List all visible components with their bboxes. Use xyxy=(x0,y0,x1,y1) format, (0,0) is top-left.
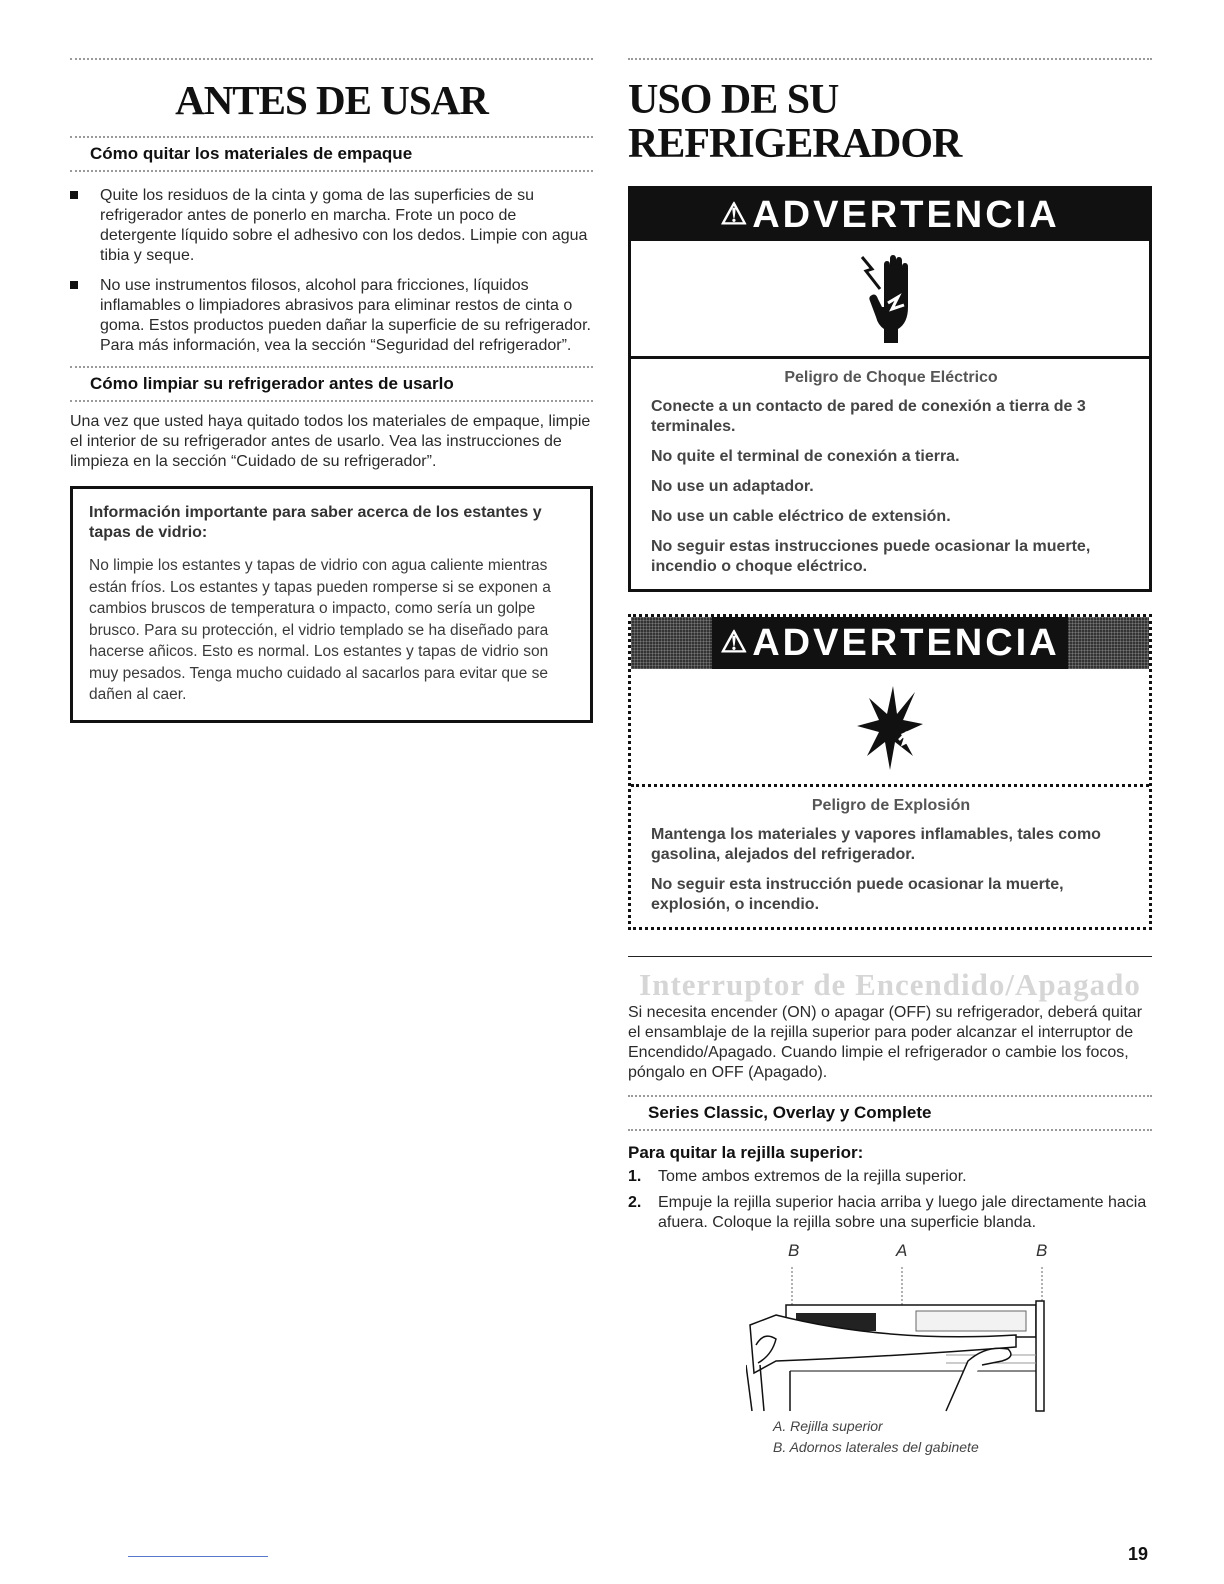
figure-callout-letters xyxy=(628,1241,1152,1265)
warning-triangle-icon: ⚠ xyxy=(720,626,751,659)
warning-title: Peligro de Explosión xyxy=(811,797,971,814)
clean-paragraph: Una vez que usted haya quitado todos los materiales de empaque, limpie el interior de su refrigerador antes de usarlo. Vea las instrucciones de limpieza en la sección “Cuidado de su refrigerador”. xyxy=(70,413,591,470)
warning-line: Conecte a un contacto de pared de conexión a tierra de 3 terminales. xyxy=(651,398,1086,435)
figure-caption-a: A. Rejilla superior xyxy=(773,1418,883,1434)
right-column xyxy=(628,58,1152,1457)
divider xyxy=(628,1129,1152,1131)
packaging-bullet-list xyxy=(70,186,593,356)
explosion-warning xyxy=(628,614,1152,930)
page-number: 19 xyxy=(1128,1544,1149,1564)
warning-line: Mantenga los materiales y vapores inflamables, tales como gasolina, alejados del refrigerador. xyxy=(651,826,1101,863)
series-heading: Series Classic, Overlay y Complete xyxy=(648,1103,932,1122)
list-item xyxy=(70,276,593,356)
step-number: 1. xyxy=(628,1168,642,1185)
divider xyxy=(628,58,1152,60)
divider xyxy=(70,58,593,60)
remove-grille-heading: Para quitar la rejilla superior: xyxy=(628,1143,864,1162)
warning-header xyxy=(631,189,1149,241)
step-text: Empuje la rejilla superior hacia arriba y luego jale directamente hacia afuera. Coloque la rejilla sobre una superficie blanda. xyxy=(658,1194,1147,1231)
warning-header-label: ADVERTENCIA xyxy=(752,194,1060,236)
bullet-square-icon xyxy=(70,191,78,199)
warning-line: No seguir estas instrucciones puede ocasionar la muerte, incendio o choque eléctrico. xyxy=(651,538,1091,575)
warning-header xyxy=(631,617,1149,669)
section-title-uso-de-su-refrigerador: USO DE SU REFRIGERADOR xyxy=(628,77,962,167)
warning-header-label: ADVERTENCIA xyxy=(752,622,1060,664)
divider xyxy=(70,400,593,402)
steps-list xyxy=(628,1167,1152,1233)
divider xyxy=(70,170,593,172)
figure-caption-b: B. Adornos laterales del gabinete xyxy=(773,1439,979,1455)
info-box-text: No limpie los estantes y tapas de vidrio con agua caliente mientras están fríos. Los estantes y tapas pueden romperse si se exponen a cambios bruscos de temperatura o impacto, como sería un golpe brusco. Para su protección, el vidrio templado se ha diseñado para hacerse añicos. Esto es normal. Los estantes y tapas de vidrio son muy pesados. Tenga mucho cuidado al sacarlos para evitar que se dañen al caer. xyxy=(89,557,551,703)
list-item xyxy=(70,186,593,266)
list-item xyxy=(628,1193,1152,1233)
warning-line: No use un adaptador. xyxy=(651,478,814,495)
switch-heading: Interruptor de Encendido/Apagado xyxy=(639,967,1141,1002)
clean-heading: Cómo limpiar su refrigerador antes de usarlo xyxy=(90,374,454,393)
warning-line: No quite el terminal de conexión a tierra. xyxy=(651,448,960,465)
divider xyxy=(628,956,1152,957)
warning-title: Peligro de Choque Eléctrico xyxy=(784,369,998,386)
list-item xyxy=(628,1167,1152,1187)
callout-b-right: B xyxy=(1036,1241,1048,1260)
explosion-icon xyxy=(631,669,1149,787)
callout-b-left: B xyxy=(788,1241,800,1260)
bullet-text: No use instrumentos filosos, alcohol para fricciones, líquidos inflamables o limpiadores abrasivos para eliminar restos de cinta o goma. Estos productos pueden dañar la superficie de su refrigerador. Para más información, vea la sección “Seguridad del refrigerador”. xyxy=(100,277,591,354)
electric-shock-hand-icon xyxy=(631,241,1149,359)
left-column xyxy=(70,58,593,723)
info-box-title: Información importante para saber acerca de los estantes y tapas de vidrio: xyxy=(89,504,542,541)
glass-shelves-info-box xyxy=(70,486,593,723)
warning-header-label-wrap xyxy=(712,617,1067,669)
warning-line: No seguir esta instrucción puede ocasionar la muerte, explosión, o incendio. xyxy=(651,876,1064,913)
warning-body xyxy=(631,359,1149,589)
warning-body xyxy=(631,787,1149,927)
warning-triangle-icon: ⚠ xyxy=(720,198,751,231)
bullet-square-icon xyxy=(70,281,78,289)
callout-a: A xyxy=(896,1241,908,1260)
packaging-heading: Cómo quitar los materiales de empaque xyxy=(90,144,413,163)
warning-line: No use un cable eléctrico de extensión. xyxy=(651,508,951,525)
section-title-antes-de-usar: ANTES DE USAR xyxy=(175,77,488,123)
footer-rule xyxy=(128,1556,268,1557)
bullet-text: Quite los residuos de la cinta y goma de las superficies de su refrigerador antes de ponerlo en marcha. Frote un poco de detergente líquido sobre el adhesivo con los dedos. Limpie con agua tibia y seque. xyxy=(100,187,588,264)
grille-removal-illustration xyxy=(746,1265,1056,1415)
electric-shock-warning xyxy=(628,186,1152,592)
switch-paragraph: Si necesita encender (ON) o apagar (OFF) su refrigerador, deberá quitar el ensamblaje de la rejilla superior para poder alcanzar el interruptor de Encendido/Apagado. Cuando limpie el refrigerador o cambie los focos, póngalo en OFF (Apagado). xyxy=(628,1004,1143,1081)
step-number: 2. xyxy=(628,1194,642,1211)
step-text: Tome ambos extremos de la rejilla superior. xyxy=(658,1168,967,1185)
